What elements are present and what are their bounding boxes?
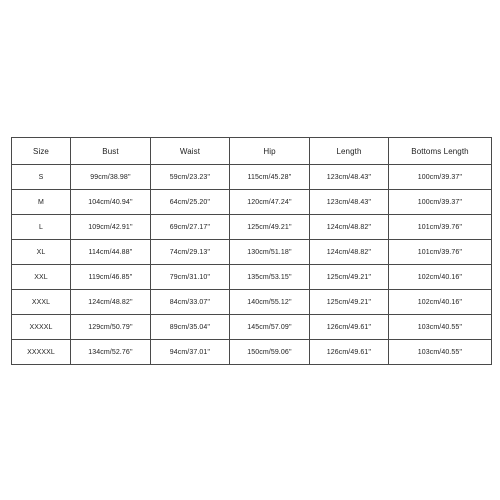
cell-length: 125cm/49.21'' xyxy=(310,265,389,290)
cell-length: 124cm/48.82'' xyxy=(310,215,389,240)
cell-waist: 64cm/25.20'' xyxy=(151,190,230,215)
cell-waist: 74cm/29.13'' xyxy=(151,240,230,265)
cell-waist: 94cm/37.01'' xyxy=(151,340,230,365)
cell-hip: 115cm/45.28'' xyxy=(230,165,310,190)
cell-bust: 104cm/40.94'' xyxy=(71,190,151,215)
cell-waist: 59cm/23.23'' xyxy=(151,165,230,190)
header-hip: Hip xyxy=(230,138,310,165)
cell-size: XXXXXL xyxy=(12,340,71,365)
cell-hip: 140cm/55.12'' xyxy=(230,290,310,315)
table-row xyxy=(12,290,492,315)
cell-bottoms-length: 100cm/39.37'' xyxy=(389,190,492,215)
cell-bottoms-length: 103cm/40.55'' xyxy=(389,340,492,365)
cell-length: 123cm/48.43'' xyxy=(310,190,389,215)
table-row xyxy=(12,215,492,240)
header-waist: Waist xyxy=(151,138,230,165)
cell-hip: 145cm/57.09'' xyxy=(230,315,310,340)
cell-waist: 79cm/31.10'' xyxy=(151,265,230,290)
header-size: Size xyxy=(12,138,71,165)
cell-hip: 130cm/51.18'' xyxy=(230,240,310,265)
header-length: Length xyxy=(310,138,389,165)
cell-bust: 109cm/42.91'' xyxy=(71,215,151,240)
cell-bust: 134cm/52.76'' xyxy=(71,340,151,365)
size-chart-table xyxy=(11,137,492,365)
cell-size: S xyxy=(12,165,71,190)
table-row xyxy=(12,190,492,215)
cell-size: XXXXL xyxy=(12,315,71,340)
cell-size: XL xyxy=(12,240,71,265)
cell-bust: 129cm/50.79'' xyxy=(71,315,151,340)
table-row xyxy=(12,240,492,265)
cell-bust: 114cm/44.88'' xyxy=(71,240,151,265)
cell-bottoms-length: 101cm/39.76'' xyxy=(389,215,492,240)
cell-hip: 150cm/59.06'' xyxy=(230,340,310,365)
cell-waist: 89cm/35.04'' xyxy=(151,315,230,340)
cell-hip: 120cm/47.24'' xyxy=(230,190,310,215)
cell-size: M xyxy=(12,190,71,215)
table-row xyxy=(12,340,492,365)
header-row xyxy=(12,138,492,165)
cell-size: L xyxy=(12,215,71,240)
cell-hip: 135cm/53.15'' xyxy=(230,265,310,290)
table-row xyxy=(12,165,492,190)
cell-bottoms-length: 102cm/40.16'' xyxy=(389,265,492,290)
cell-bust: 124cm/48.82'' xyxy=(71,290,151,315)
header-bust: Bust xyxy=(71,138,151,165)
cell-size: XXXL xyxy=(12,290,71,315)
cell-waist: 84cm/33.07'' xyxy=(151,290,230,315)
cell-size: XXL xyxy=(12,265,71,290)
cell-bust: 99cm/38.98'' xyxy=(71,165,151,190)
cell-length: 126cm/49.61'' xyxy=(310,340,389,365)
header-bottoms-length: Bottoms Length xyxy=(389,138,492,165)
cell-bottoms-length: 100cm/39.37'' xyxy=(389,165,492,190)
cell-bottoms-length: 102cm/40.16'' xyxy=(389,290,492,315)
cell-bust: 119cm/46.85'' xyxy=(71,265,151,290)
table-row xyxy=(12,265,492,290)
cell-waist: 69cm/27.17'' xyxy=(151,215,230,240)
cell-length: 125cm/49.21'' xyxy=(310,290,389,315)
cell-length: 123cm/48.43'' xyxy=(310,165,389,190)
cell-bottoms-length: 103cm/40.55'' xyxy=(389,315,492,340)
table-row xyxy=(12,315,492,340)
cell-length: 124cm/48.82'' xyxy=(310,240,389,265)
cell-length: 126cm/49.61'' xyxy=(310,315,389,340)
cell-hip: 125cm/49.21'' xyxy=(230,215,310,240)
cell-bottoms-length: 101cm/39.76'' xyxy=(389,240,492,265)
